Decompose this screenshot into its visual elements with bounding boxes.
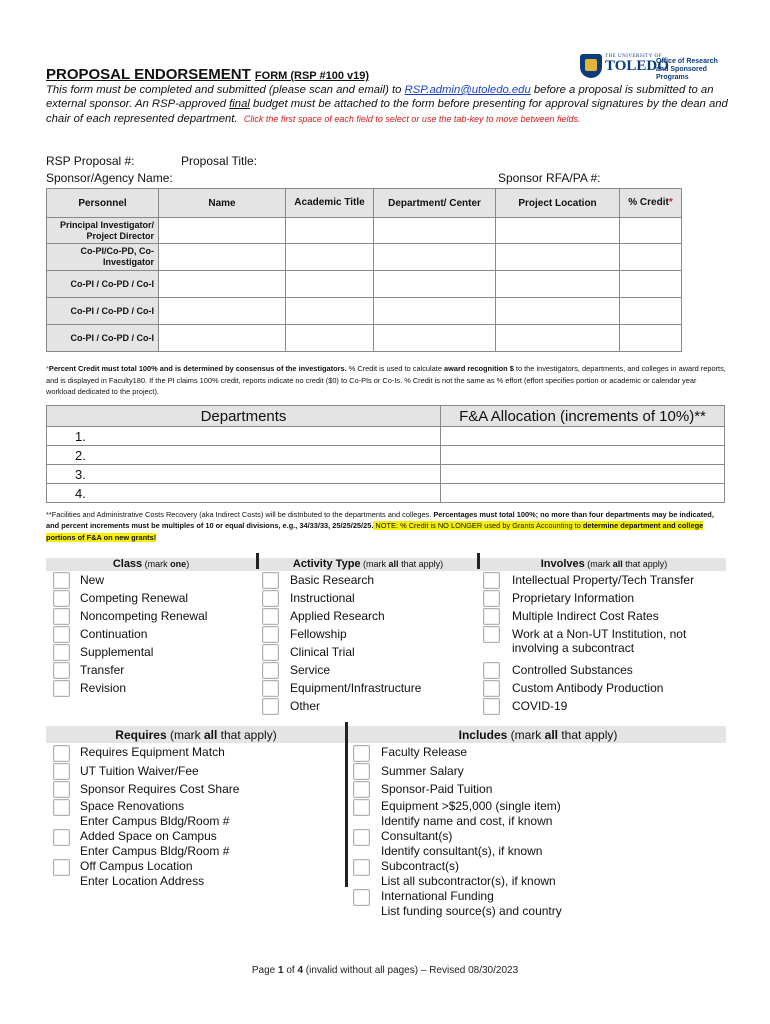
hint: (mark xyxy=(507,728,545,742)
name-cell[interactable] xyxy=(159,244,286,271)
footer-text: of xyxy=(283,965,298,976)
hint: that apply) xyxy=(217,728,277,742)
row-label: Co-PI/Co-PD, Co-Investigator xyxy=(47,244,159,271)
checkbox-intellectual-property[interactable] xyxy=(483,572,500,589)
checkbox-subcontracts[interactable] xyxy=(353,859,370,876)
involves-non-ut-label-cont: involving a subcontract xyxy=(512,641,635,655)
allocation-cell[interactable] xyxy=(441,427,725,446)
checkbox-custom-antibody[interactable] xyxy=(483,680,500,697)
requires-added-space-label: Added Space on Campus xyxy=(80,829,217,843)
includes-equipment-name-field[interactable]: Identify name and cost, if known xyxy=(381,814,553,828)
requires-heading xyxy=(46,727,346,743)
logo-toledo-text: TOLEDO xyxy=(605,58,669,74)
includes-funding-source-field[interactable]: List funding source(s) and country xyxy=(381,904,562,918)
hint: (mark xyxy=(142,559,171,569)
involves-proprietary-label: Proprietary Information xyxy=(512,591,635,605)
credit-cell[interactable] xyxy=(620,271,682,298)
class-revision-label: Revision xyxy=(80,681,127,695)
department-cell[interactable] xyxy=(374,271,496,298)
checkbox-other[interactable] xyxy=(262,698,279,715)
class-competing-renewal-label: Competing Renewal xyxy=(80,591,189,605)
note1-bold2: award recognition $ xyxy=(444,364,514,373)
location-cell[interactable] xyxy=(496,325,620,352)
requires-bldg-room-field[interactable]: Enter Campus Bldg/Room # xyxy=(80,814,230,828)
requires-title: Requires xyxy=(115,728,167,742)
intro-text-3: budget must be attached to the form before presenting for approval signatures by the dean and chair of each represented department. xyxy=(46,98,728,125)
includes-consultants-label: Consultant(s) xyxy=(381,829,453,843)
table-row xyxy=(47,446,725,465)
activity-equipment-label: Equipment/Infrastructure xyxy=(290,681,422,695)
row-label: Principal Investigator/ Project Director xyxy=(47,218,159,244)
checkbox-noncompeting-renewal[interactable] xyxy=(53,608,70,625)
class-noncompeting-label: Noncompeting Renewal xyxy=(80,609,208,623)
university-logo xyxy=(580,54,725,80)
personnel-header-row xyxy=(47,189,682,218)
name-cell[interactable] xyxy=(159,298,286,325)
department-cell[interactable]: 1. xyxy=(47,427,441,446)
class-heading xyxy=(46,558,256,571)
requires-renovations-label: Space Renovations xyxy=(80,799,185,813)
rsp-proposal-field[interactable] xyxy=(140,152,178,168)
checkbox-multiple-indirect-cost[interactable] xyxy=(483,608,500,625)
checkbox-equipment-25000[interactable] xyxy=(353,799,370,816)
involves-covid-label: COVID-19 xyxy=(512,699,568,713)
hint-bold: one xyxy=(170,559,187,569)
requires-bldg-room-field-2[interactable]: Enter Campus Bldg/Room # xyxy=(80,844,230,858)
table-row xyxy=(47,484,725,503)
checkbox-revision[interactable] xyxy=(53,680,70,697)
fa-note xyxy=(46,509,726,543)
checkbox-faculty-release[interactable] xyxy=(353,745,370,762)
table-row xyxy=(47,325,682,352)
checkbox-proprietary-information[interactable] xyxy=(483,590,500,607)
col-credit-label: % Credit xyxy=(628,197,669,208)
credit-star: * xyxy=(668,197,673,208)
includes-tuition-label: Sponsor-Paid Tuition xyxy=(381,782,493,796)
row-label: Co-PI / Co-PD / Co-I xyxy=(47,298,159,325)
checkbox-service[interactable] xyxy=(262,662,279,679)
class-continuation-label: Continuation xyxy=(80,627,148,641)
involves-antibody-label: Custom Antibody Production xyxy=(512,681,664,695)
page-footer xyxy=(0,965,770,976)
class-new-label: New xyxy=(80,573,105,587)
checkbox-consultants[interactable] xyxy=(353,829,370,846)
location-cell[interactable] xyxy=(496,271,620,298)
checkbox-international-funding[interactable] xyxy=(353,889,370,906)
dept-header-row xyxy=(47,406,725,427)
credit-cell[interactable] xyxy=(620,218,682,244)
activity-service-label: Service xyxy=(290,663,331,677)
checkbox-continuation[interactable] xyxy=(53,626,70,643)
page-title xyxy=(46,66,369,83)
checkbox-off-campus[interactable] xyxy=(53,859,70,876)
checkbox-transfer[interactable] xyxy=(53,662,70,679)
hint: ) xyxy=(186,559,190,569)
note2-text1: **Facilities and Administrative Costs Recovery (aka Indirect Costs) will be distributed to the departments and colleges. xyxy=(46,510,434,519)
includes-subcontracts-label: Subcontract(s) xyxy=(381,859,460,873)
checkbox-supplemental[interactable] xyxy=(53,644,70,661)
name-cell[interactable] xyxy=(159,218,286,244)
credit-cell[interactable] xyxy=(620,244,682,271)
col-name: Name xyxy=(159,189,286,218)
includes-equipment-label: Equipment >$25,000 (single item) xyxy=(381,799,561,813)
intro-final: final xyxy=(229,98,250,111)
allocation-cell[interactable] xyxy=(441,465,725,484)
footer-text: Page xyxy=(251,965,278,976)
checkbox-fellowship[interactable] xyxy=(262,626,279,643)
class-supplemental-label: Supplemental xyxy=(80,645,154,659)
intro-paragraph xyxy=(46,83,736,126)
note1-text1: % Credit is used to calculate xyxy=(346,364,445,373)
title-cell[interactable] xyxy=(286,244,374,271)
intro-text-1: This form must be completed and submitted (please scan and email) to xyxy=(46,84,405,96)
hint: (mark xyxy=(360,559,389,569)
hint-bold: all xyxy=(544,728,558,742)
proposal-title-field[interactable] xyxy=(265,152,725,168)
activity-basic-research-label: Basic Research xyxy=(290,573,375,587)
hint-bold: all xyxy=(612,559,623,569)
department-cell[interactable] xyxy=(374,244,496,271)
checkbox-summer-salary[interactable] xyxy=(353,763,370,780)
activity-applied-research-label: Applied Research xyxy=(290,609,385,623)
table-row xyxy=(47,427,725,446)
department-cell[interactable]: 4. xyxy=(47,484,441,503)
includes-subcontractor-field[interactable]: List all subcontractor(s), if known xyxy=(381,874,556,888)
intro-text-2: before a proposal is submitted to an external sponsor. An RSP-approved xyxy=(46,84,714,111)
checkbox-instructional[interactable] xyxy=(262,590,279,607)
includes-consultant-field[interactable]: Identify consultant(s), if known xyxy=(381,844,543,858)
note2-highlight-bold: determine department and college portions of F&A on new grants! xyxy=(46,521,704,542)
requires-cost-share-label: Sponsor Requires Cost Share xyxy=(80,782,240,796)
requires-location-address-field[interactable]: Enter Location Address xyxy=(80,874,205,888)
requires-tuition-label: UT Tuition Waiver/Fee xyxy=(80,764,199,778)
col-fa-allocation: F&A Allocation (increments of 10%)** xyxy=(441,406,725,427)
activity-other-label: Other xyxy=(290,699,321,713)
row-label: Co-PI / Co-PD / Co-I xyxy=(47,271,159,298)
sponsor-agency-field[interactable] xyxy=(182,169,482,185)
includes-faculty-release-label: Faculty Release xyxy=(381,745,468,759)
title-cell[interactable] xyxy=(286,298,374,325)
checkbox-basic-research[interactable] xyxy=(262,572,279,589)
col-personnel: Personnel xyxy=(47,189,159,218)
allocation-cell[interactable] xyxy=(441,484,725,503)
col-project-location: Project Location xyxy=(496,189,620,218)
credit-cell[interactable] xyxy=(620,298,682,325)
title-cell[interactable] xyxy=(286,325,374,352)
hint: (mark xyxy=(166,728,204,742)
includes-summer-salary-label: Summer Salary xyxy=(381,764,464,778)
includes-title: Includes xyxy=(458,728,508,742)
title-main: PROPOSAL ENDORSEMENT xyxy=(46,66,251,83)
personnel-table xyxy=(46,188,682,352)
hint: that apply) xyxy=(558,728,618,742)
credit-cell[interactable] xyxy=(620,325,682,352)
section-divider xyxy=(477,553,480,569)
rsp-proposal-label: RSP Proposal #: xyxy=(46,154,135,168)
activity-instructional-label: Instructional xyxy=(290,591,355,605)
checkbox-added-space[interactable] xyxy=(53,829,70,846)
col-departments: Departments xyxy=(47,406,441,427)
checkbox-covid-19[interactable] xyxy=(483,698,500,715)
location-cell[interactable] xyxy=(496,244,620,271)
footer-text: (invalid without all pages) – Revised 08/30/2023 xyxy=(303,965,519,976)
note1-bold1: Percent Credit must total 100% and is determined by consensus of the investigators. xyxy=(48,364,347,373)
checkbox-equipment-infrastructure[interactable] xyxy=(262,680,279,697)
section-divider xyxy=(256,553,259,569)
requires-equipment-match-label: Requires Equipment Match xyxy=(80,745,225,759)
note1-text2: to the investigators, departments, and colleges in award reports, and is displayed in Faculty180. If the PI claims 100% credit, reports indicate no credit ($0) to Co-PIs or Co-Is. % Credit is not the same as % effort (effort specifies portion or academic or calendar year workload dedicated to the project). xyxy=(46,364,726,396)
table-row xyxy=(47,298,682,325)
logo-office-line1: Office of Research xyxy=(656,58,718,65)
involves-title: Involves xyxy=(540,558,585,570)
department-cell[interactable]: 2. xyxy=(47,446,441,465)
location-cell[interactable] xyxy=(496,218,620,244)
department-cell[interactable] xyxy=(374,325,496,352)
includes-heading xyxy=(350,727,726,743)
checkbox-sponsor-paid-tuition[interactable] xyxy=(353,781,370,798)
col-credit xyxy=(620,189,682,218)
note1-star: * xyxy=(46,364,49,373)
checkbox-cost-share[interactable] xyxy=(53,781,70,798)
name-cell[interactable] xyxy=(159,325,286,352)
table-row xyxy=(47,271,682,298)
checkbox-competing-renewal[interactable] xyxy=(53,590,70,607)
department-cell[interactable] xyxy=(374,218,496,244)
hint-bold: all xyxy=(203,728,218,742)
sponsor-agency-label: Sponsor/Agency Name: xyxy=(46,171,173,185)
activity-fellowship-label: Fellowship xyxy=(290,627,347,641)
sponsor-rfa-label: Sponsor RFA/PA #: xyxy=(498,171,601,185)
email-link[interactable]: RSP.admin@utoledo.edu xyxy=(404,84,531,96)
checkbox-equipment-match[interactable] xyxy=(53,745,70,762)
checkbox-new[interactable] xyxy=(53,572,70,589)
checkbox-applied-research[interactable] xyxy=(262,608,279,625)
departments-table xyxy=(46,405,725,503)
involves-ip-label: Intellectual Property/Tech Transfer xyxy=(512,573,695,587)
hint: (mark xyxy=(584,559,613,569)
checkbox-tuition-waiver[interactable] xyxy=(53,763,70,780)
checkbox-space-renovations[interactable] xyxy=(53,799,70,816)
involves-multiple-rates-label: Multiple Indirect Cost Rates xyxy=(512,609,659,623)
involves-controlled-label: Controlled Substances xyxy=(512,663,633,677)
location-cell[interactable] xyxy=(496,298,620,325)
logo-office-line2: and Sponsored Programs xyxy=(656,66,707,81)
table-row xyxy=(47,218,682,244)
note2-bold1: Percentages must total 100%; no more than four departments may be indicated, and percent increments must be multiples of 10 or equal divisions, e.g., 34/33/33, 25/25/25/25. xyxy=(46,510,714,531)
section-divider xyxy=(345,722,348,887)
title-cell[interactable] xyxy=(286,218,374,244)
title-cell[interactable] xyxy=(286,271,374,298)
sponsor-rfa-field[interactable] xyxy=(610,169,725,185)
footer-page-number: 1 xyxy=(277,965,284,976)
department-cell[interactable] xyxy=(374,298,496,325)
class-title: Class xyxy=(112,558,143,570)
shield-icon xyxy=(580,54,602,78)
checkbox-non-ut-institution[interactable] xyxy=(483,626,500,643)
footer-page-total: 4 xyxy=(297,965,304,976)
includes-international-label: International Funding xyxy=(381,889,494,903)
involves-heading xyxy=(482,558,726,571)
col-department: Department/ Center xyxy=(374,189,496,218)
involves-non-ut-label: Work at a Non-UT Institution, not xyxy=(512,627,687,641)
hint: that apply) xyxy=(622,559,668,569)
department-cell[interactable]: 3. xyxy=(47,465,441,484)
checkbox-clinical-trial[interactable] xyxy=(262,644,279,661)
checkbox-controlled-substances[interactable] xyxy=(483,662,500,679)
activity-title: Activity Type xyxy=(292,558,361,570)
name-cell[interactable] xyxy=(159,271,286,298)
row-label: Co-PI / Co-PD / Co-I xyxy=(47,325,159,352)
col-academic-title: Academic Title xyxy=(286,189,374,218)
logo-top-text: THE UNIVERSITY OF xyxy=(605,54,662,59)
percent-credit-note xyxy=(46,363,726,398)
table-row xyxy=(47,465,725,484)
intro-instruction: Click the first space of each field to select or use the tab-key to move between fields. xyxy=(243,113,581,124)
proposal-title-label: Proposal Title: xyxy=(181,154,258,168)
note2-highlight: NOTE: % Credit is NO LONGER used by Grants Accounting to xyxy=(373,521,583,531)
activity-heading xyxy=(258,558,478,571)
class-transfer-label: Transfer xyxy=(80,663,125,677)
hint: that apply) xyxy=(398,559,444,569)
title-form-number: FORM (RSP #100 v19) xyxy=(254,70,370,82)
allocation-cell[interactable] xyxy=(441,446,725,465)
requires-off-campus-label: Off Campus Location xyxy=(80,859,193,873)
hint-bold: all xyxy=(388,559,399,569)
table-row xyxy=(47,244,682,271)
activity-clinical-trial-label: Clinical Trial xyxy=(290,645,355,659)
